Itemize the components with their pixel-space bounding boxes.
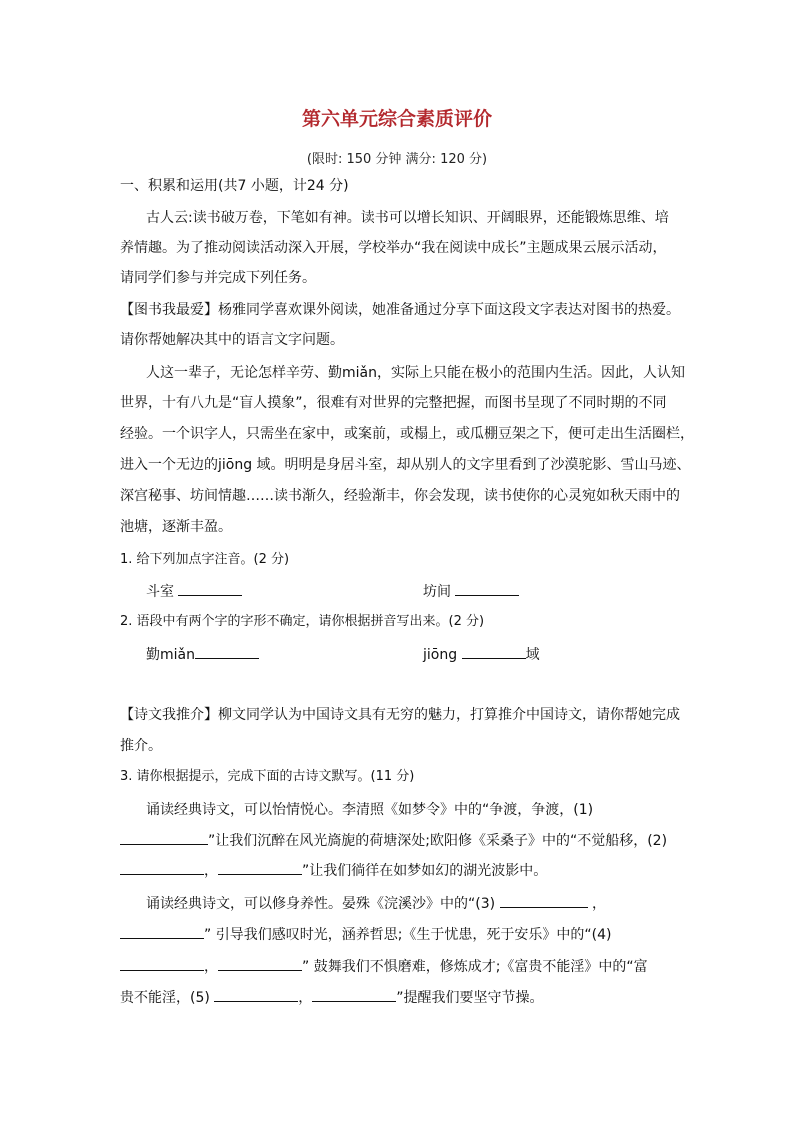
- q2-pinyin-a: 勤miǎn: [146, 647, 195, 663]
- question-2: 2. 语段中有两个字的字形不确定，请你根据拼音写出来。(2 分): [120, 614, 485, 629]
- task2-line-2: 推介。: [120, 738, 162, 754]
- q3-blank-2b[interactable]: [218, 860, 302, 875]
- passage-line-4: 进入一个无边的jiōng 域。明明是身居斗室，却从别人的文字里看到了沙漠驼影、雪山马迹、: [120, 457, 691, 473]
- q3-blank-5a[interactable]: [214, 987, 298, 1002]
- q2-pinyin-b: jiōng: [423, 647, 458, 663]
- question-1: 1. 给下列加点字注音。(2 分): [120, 552, 290, 567]
- q1-answer-blank-b[interactable]: [455, 581, 519, 596]
- q3-p2-line-4: 贵不能淫，(5) ， ”提醒我们要坚守节操。: [120, 987, 544, 1008]
- q3-p1-line-3: ， ”让我们徜徉在如梦如幻的湖光波影中。: [120, 860, 547, 881]
- q3-blank-3a[interactable]: [500, 893, 588, 908]
- question-3: 3. 请你根据提示，完成下面的古诗文默写。(11 分): [120, 769, 415, 784]
- q3-p1-line-2: ”让我们沉醉在风光旖旎的荷塘深处;欧阳修《采桑子》中的“不觉船移，(2): [120, 830, 667, 851]
- q3-blank-4b[interactable]: [218, 956, 302, 971]
- q1-item-b: [423, 581, 519, 602]
- exam-limits: (限时: 150 分钟 满分: 120 分): [306, 152, 488, 167]
- q1-word-a: 斗室: [146, 584, 174, 600]
- task1-line-2: 请你帮她解决其中的语言文字问题。: [120, 332, 344, 348]
- passage-line-3: 经验。一个识字人，只需坐在家中，或案前，或榻上，或瓜棚豆架之下，便可走出生活圈栏，: [120, 426, 694, 442]
- q2-answer-blank-b[interactable]: [462, 644, 526, 659]
- intro-line-1: 古人云:读书破万卷，下笔如有神。读书可以增长知识、开阔眼界，还能锻炼思维、培: [146, 210, 669, 226]
- q1-item-a: [146, 581, 242, 602]
- intro-line-2: 养情趣。为了推动阅读活动深入开展，学校举办“我在阅读中成长”主题成果云展示活动，: [120, 240, 667, 256]
- passage-line-2: 世界，十有八九是“盲人摸象”，很难有对世界的完整把握，而图书呈现了不同时期的不同: [120, 395, 667, 411]
- q3-blank-2a[interactable]: [120, 860, 204, 875]
- q2-answer-blank-a[interactable]: [195, 644, 259, 659]
- q3-blank-3b[interactable]: [120, 924, 204, 939]
- q3-blank-4a[interactable]: [120, 956, 204, 971]
- task1-line-1: 【图书我最爱】杨雅同学喜欢课外阅读，她准备通过分享下面这段文字表达对图书的热爱。: [120, 302, 680, 318]
- q1-answer-blank-a[interactable]: [178, 581, 242, 596]
- passage-line-5: 深宫秘事、坊间情趣……读书渐久，经验渐丰，你会发现，读书使你的心灵宛如秋天雨中的: [120, 488, 680, 504]
- q3-p1-line-1: 诵读经典诗文，可以怡情悦心。李清照《如梦令》中的“争渡，争渡，(1): [146, 802, 594, 818]
- section-heading: 一、积累和运用(共7 小题，计24 分): [120, 178, 349, 194]
- q2-suffix: 域: [525, 647, 540, 663]
- task2-line-1: 【诗文我推介】柳文同学认为中国诗文具有无穷的魅力，打算推介中国诗文，请你帮她完成: [120, 707, 680, 723]
- q2-item-a: [146, 644, 259, 665]
- q2-item-b: [423, 644, 540, 665]
- page-title: 第六单元综合素质评价: [301, 108, 492, 130]
- q3-p2-line-3: ， ” 鼓舞我们不惧磨难，修炼成才;《富贵不能淫》中的“富: [120, 956, 648, 977]
- q1-word-b: 坊间: [423, 584, 451, 600]
- q3-p2-line-1: 诵读经典诗文，可以修身养性。晏殊《浣溪沙》中的“(3) ，: [146, 893, 606, 914]
- q3-blank-5b[interactable]: [312, 987, 396, 1002]
- q3-blank-1[interactable]: [120, 830, 208, 845]
- intro-line-3: 请同学们参与并完成下列任务。: [120, 270, 316, 286]
- passage-line-6: 池塘，逐渐丰盈。: [120, 519, 232, 535]
- q3-p2-line-2: ” 引导我们感叹时光，涵养哲思;《生于忧患，死于安乐》中的“(4): [120, 924, 612, 945]
- passage-line-1: 人这一辈子，无论怎样辛劳、勤miǎn，实际上只能在极小的范围内生活。因此，人认知: [146, 365, 685, 381]
